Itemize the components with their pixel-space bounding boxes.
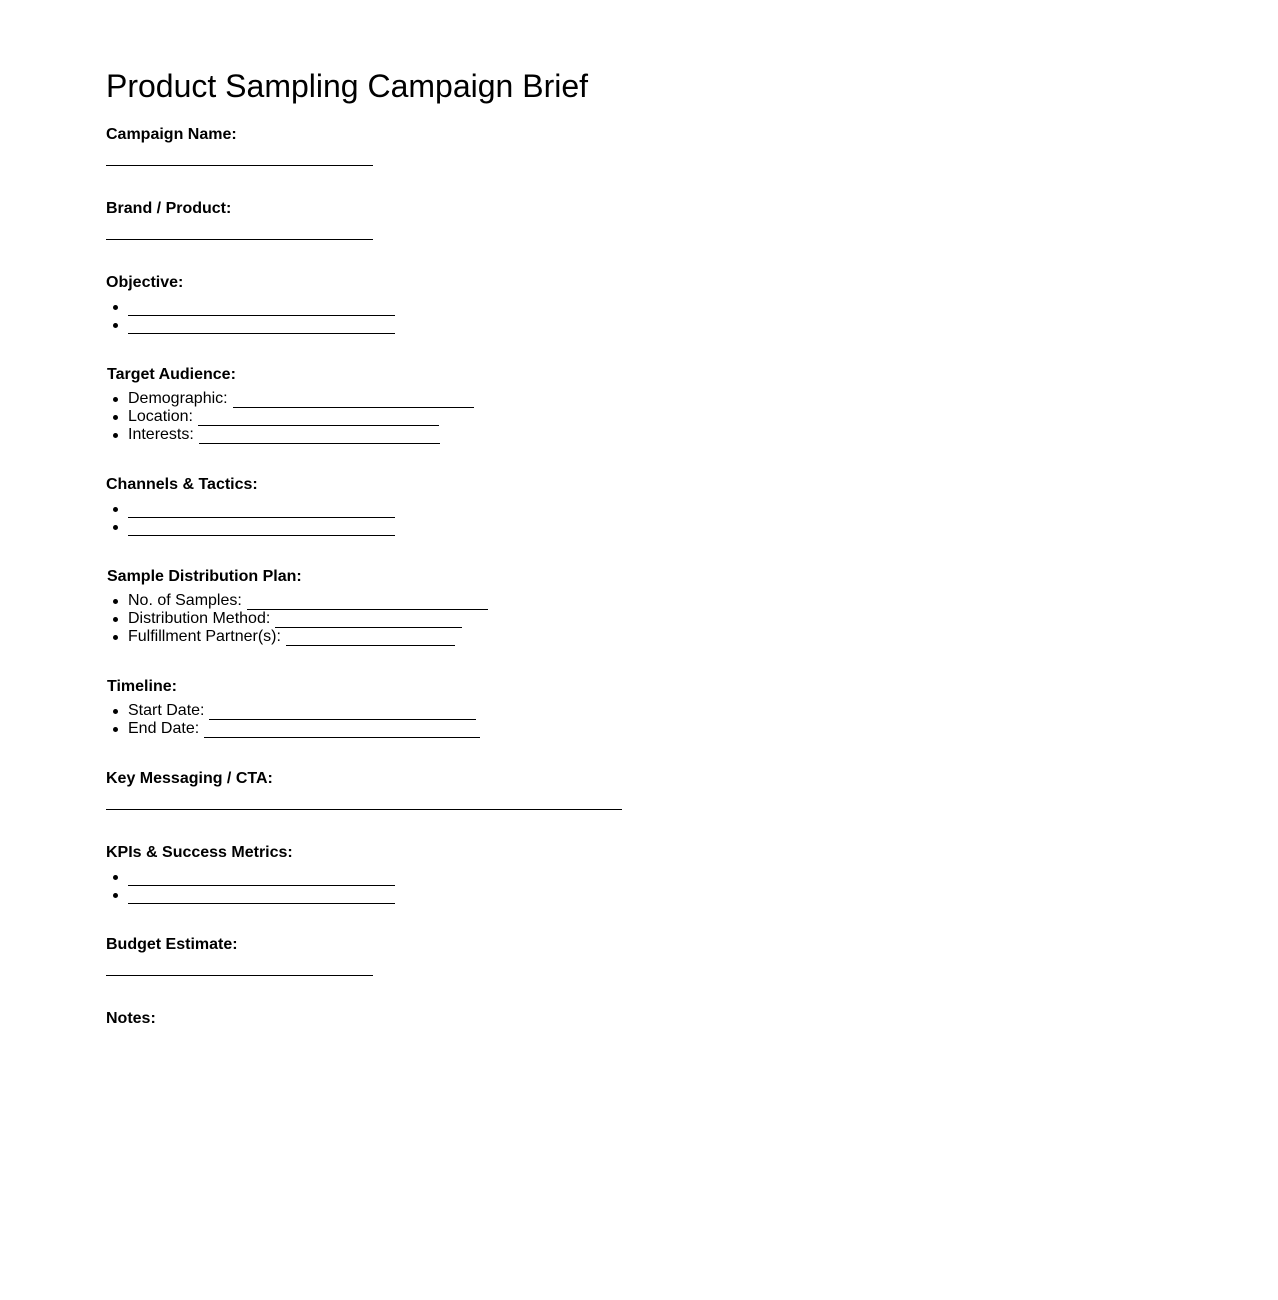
notes-section	[106, 1010, 156, 1028]
bullet-icon	[113, 893, 118, 898]
bullet-icon	[113, 305, 118, 310]
interests-label: Interests:	[128, 426, 194, 443]
bullet-icon	[113, 727, 118, 732]
distribution-method-label: Distribution Method:	[128, 610, 271, 627]
start-date-label: Start Date:	[128, 702, 205, 719]
end-date-label: End Date:	[128, 720, 200, 737]
budget-section	[106, 936, 373, 976]
notes-label: Notes:	[106, 1010, 156, 1027]
objective-label: Objective:	[106, 274, 184, 291]
target-audience-label: Target Audience:	[107, 366, 236, 383]
channels-tactics-list	[106, 500, 395, 536]
demographic-field[interactable]	[233, 390, 474, 408]
bullet-icon	[113, 433, 118, 438]
end-date-field[interactable]	[204, 720, 480, 738]
campaign-name-field[interactable]	[106, 165, 373, 166]
campaign-name-label: Campaign Name:	[106, 126, 237, 143]
objective-item	[106, 316, 395, 334]
target-audience-section	[106, 366, 474, 444]
kpi-field-1[interactable]	[128, 868, 395, 886]
brand-product-label: Brand / Product:	[106, 200, 232, 217]
timeline-list	[106, 702, 480, 738]
bullet-icon	[113, 617, 118, 622]
num-samples-field[interactable]	[247, 592, 488, 610]
bullet-icon	[113, 397, 118, 402]
target-audience-list	[106, 390, 474, 444]
distribution-plan-list	[106, 592, 488, 646]
objective-section	[106, 274, 395, 334]
start-date-field[interactable]	[209, 702, 476, 720]
kpi-field-2[interactable]	[128, 886, 395, 904]
distribution-plan-section	[106, 568, 488, 646]
bullet-icon	[113, 635, 118, 640]
list-item	[106, 592, 488, 610]
fulfillment-partner-label: Fulfillment Partner(s):	[128, 628, 281, 645]
objective-field-2[interactable]	[128, 316, 395, 334]
demographic-label: Demographic:	[128, 390, 228, 407]
objective-item	[106, 298, 395, 316]
channels-field-2[interactable]	[128, 518, 395, 536]
bullet-icon	[113, 875, 118, 880]
key-messaging-field[interactable]	[106, 809, 622, 810]
distribution-method-field[interactable]	[275, 610, 462, 628]
distribution-plan-label: Sample Distribution Plan:	[107, 568, 302, 585]
objective-field-1[interactable]	[128, 298, 395, 316]
bullet-icon	[113, 323, 118, 328]
budget-label: Budget Estimate:	[106, 936, 238, 953]
fulfillment-partner-field[interactable]	[286, 628, 455, 646]
objective-list	[106, 298, 395, 334]
list-item	[106, 886, 395, 904]
budget-field[interactable]	[106, 975, 373, 976]
list-item	[106, 610, 488, 628]
bullet-icon	[113, 507, 118, 512]
location-field[interactable]	[198, 408, 439, 426]
list-item	[106, 426, 474, 444]
brand-product-field[interactable]	[106, 239, 373, 240]
campaign-name-section	[106, 126, 373, 166]
key-messaging-label: Key Messaging / CTA:	[106, 770, 273, 787]
bullet-icon	[113, 525, 118, 530]
timeline-section	[106, 678, 480, 738]
document-title: Product Sampling Campaign Brief	[106, 68, 589, 104]
kpis-section	[106, 844, 395, 904]
timeline-label: Timeline:	[107, 678, 177, 695]
location-label: Location:	[128, 408, 193, 425]
list-item	[106, 868, 395, 886]
list-item	[106, 390, 474, 408]
channels-tactics-label: Channels & Tactics:	[106, 476, 258, 493]
list-item	[106, 500, 395, 518]
list-item	[106, 628, 488, 646]
list-item	[106, 702, 480, 720]
list-item	[106, 408, 474, 426]
list-item	[106, 518, 395, 536]
channels-tactics-section	[106, 476, 395, 536]
kpis-list	[106, 868, 395, 904]
kpis-label: KPIs & Success Metrics:	[106, 844, 293, 861]
interests-field[interactable]	[199, 426, 440, 444]
bullet-icon	[113, 415, 118, 420]
bullet-icon	[113, 599, 118, 604]
brand-product-section	[106, 200, 373, 240]
list-item	[106, 720, 480, 738]
num-samples-label: No. of Samples:	[128, 592, 242, 609]
bullet-icon	[113, 709, 118, 714]
channels-field-1[interactable]	[128, 500, 395, 518]
key-messaging-section	[106, 770, 622, 810]
